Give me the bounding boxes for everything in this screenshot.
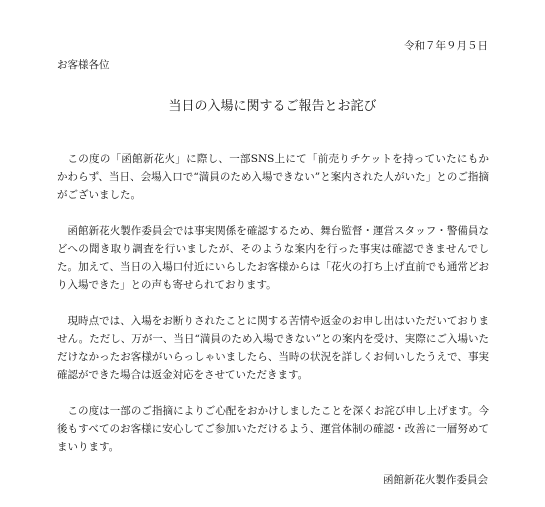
document-title: 当日の入場に関するご報告とお詫び — [168, 99, 377, 114]
paragraph-1: この度の「函館新花火」に際し、一部SNS上にて「前売りチケットを持っていたにもかかわらず、当日、会場入口で“満員のため入場できない”と案内された人がいた」とのご指摘がございました。 — [57, 153, 489, 201]
document-date: 令和７年９月５日 — [404, 40, 488, 52]
paragraph-4: この度は一部のご指摘によりご心配をおかけしましたことを深くお詫び申し上げます。今後もすべてのお客様に安心してご参加いただけるよう、運営体制の確認・改善に一層努めてまいります。 — [57, 405, 489, 453]
signature: 函館新花火製作委員会 — [383, 474, 488, 486]
paragraph-2: 函館新花火製作委員会では事実関係を確認するため、舞台監督・運営スタッフ・警備員などへの聞き取り調査を行いましたが、そのような案内を行った事実は確認できませんでした。加えて、当日の入場口付近にいらしたお客様からは「花火の打ち上げ直前でも通常どおり入場できた」との声も寄せられております。 — [57, 225, 490, 291]
document-body — [57, 150, 489, 456]
addressee: お客様各位 — [57, 59, 110, 71]
paragraph-3: 現時点では、入場をお断りされたことに関する苦情や返金のお申し出はいただいておりません。ただし、万が一、当日“満員のため入場できない”との案内を受け、実際にご入場いただけなかったお客様がいらっしゃいましたら、当時の状況を詳しくお伺いしたうえで、事実確認ができた場合は返金対応をさせていただきます。 — [57, 315, 489, 381]
